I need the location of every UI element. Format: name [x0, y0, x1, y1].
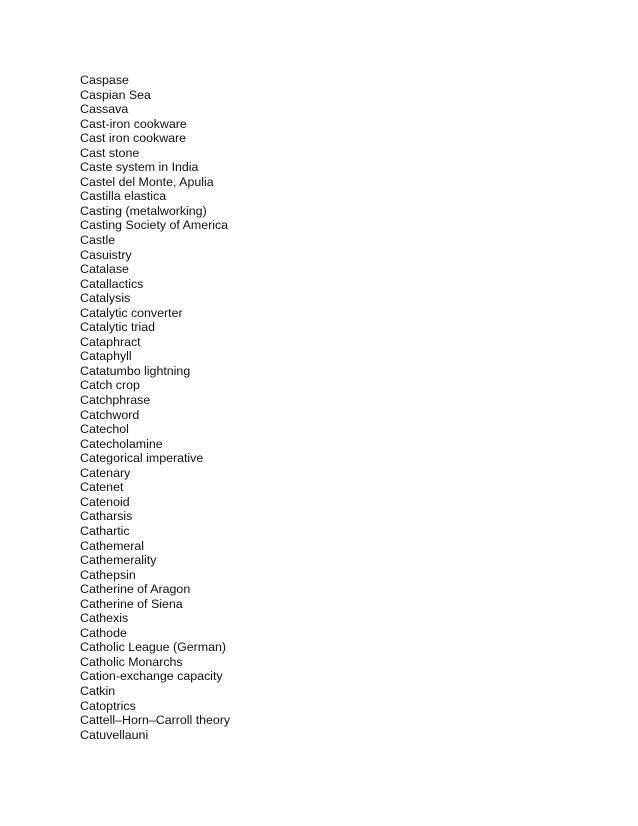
list-item: Casting (metalworking) — [80, 203, 207, 218]
list-item: Catharsis — [80, 509, 133, 524]
list-item: Catenary — [80, 465, 131, 480]
list-item: Cathemerality — [80, 553, 157, 568]
list-item: Catkin — [80, 683, 116, 698]
list-item: Castle — [80, 233, 116, 248]
term-list — [80, 73, 230, 742]
list-item: Catalysis — [80, 291, 131, 306]
list-item: Cathode — [80, 625, 127, 640]
list-item: Cathemeral — [80, 538, 145, 553]
list-item: Cast iron cookware — [80, 131, 187, 146]
list-item: Cathepsin — [80, 567, 136, 582]
list-item: Cast-iron cookware — [80, 116, 187, 131]
list-item: Catalytic converter — [80, 305, 183, 320]
list-item: Casuistry — [80, 247, 132, 262]
list-item: Catholic Monarchs — [80, 654, 183, 669]
list-item: Cathartic — [80, 523, 130, 538]
list-item: Cataphract — [80, 334, 141, 349]
list-item: Catalase — [80, 262, 129, 277]
list-item: Caspian Sea — [80, 87, 151, 102]
list-item: Caste system in India — [80, 160, 199, 175]
list-item: Caspase — [80, 73, 129, 87]
list-item: Castel del Monte, Apulia — [80, 174, 214, 189]
list-item: Catechol — [80, 422, 129, 437]
list-item: Cataphyll — [80, 349, 132, 364]
list-item: Casting Society of America — [80, 218, 229, 233]
list-item: Cation-exchange capacity — [80, 669, 223, 684]
list-item: Catalytic triad — [80, 320, 156, 335]
list-item: Catenoid — [80, 494, 130, 509]
list-item: Catchword — [80, 407, 140, 422]
list-item: Catch crop — [80, 378, 140, 393]
list-item: Cassava — [80, 102, 129, 117]
list-item: Catchphrase — [80, 393, 151, 408]
list-item: Catherine of Aragon — [80, 582, 191, 597]
list-item: Castilla elastica — [80, 189, 167, 204]
list-item: Catenet — [80, 480, 124, 495]
list-item: Cattell–Horn–Carroll theory — [80, 713, 231, 728]
list-item: Catuvellauni — [80, 727, 149, 742]
list-item: Categorical imperative — [80, 451, 204, 466]
list-item: Catholic League (German) — [80, 640, 227, 655]
list-item: Catecholamine — [80, 436, 163, 451]
list-item: Cathexis — [80, 611, 129, 626]
list-item: Catherine of Siena — [80, 596, 183, 611]
list-item: Catatumbo lightning — [80, 363, 191, 378]
list-item: Catoptrics — [80, 698, 136, 713]
list-item: Catallactics — [80, 276, 144, 291]
list-item: Cast stone — [80, 145, 140, 160]
